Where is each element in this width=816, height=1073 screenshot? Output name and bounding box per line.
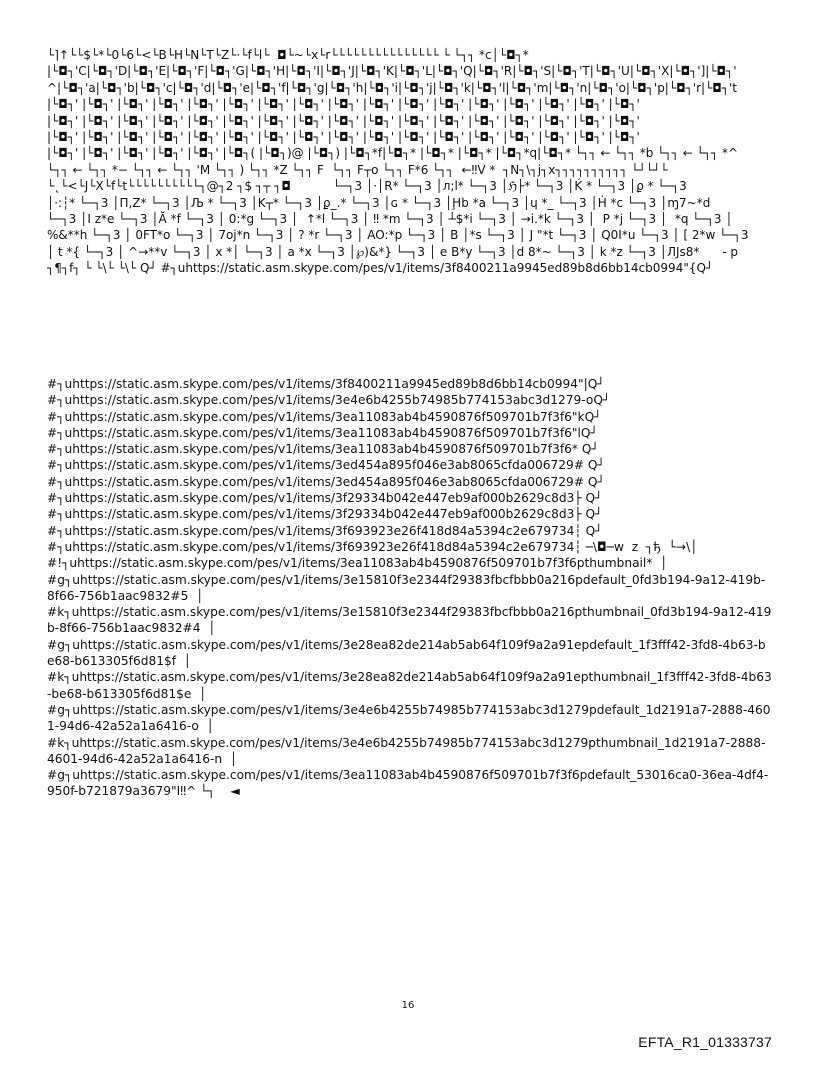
url-line: #┐uhttps://static.asm.skype.com/pes/v1/items/3f8400211a9945ed89b8d6bb14cb0994"|Q┘: [47, 377, 605, 391]
url-line: #┐uhttps://static.asm.skype.com/pes/v1/items/3ea11083ab4b4590876f509701b7f3f6"lQ┘: [47, 425, 598, 440]
garbled-line: │·:┆* └─┐3 │Π,Z* └─┐3 │Љ * └─┐3 │K┬* └─┐3 │ϼ_.* └─┐3 │ɢ * └─┐3 │Ḩb *a └─┐3 │ɥ *_ └─┐3 │Ḣ *c └─┐3 │ɱ7~*d: [47, 195, 711, 210]
garbled-binary-text-block: [47, 47, 773, 276]
url-list: [47, 376, 773, 800]
url-line: #┐uhttps://static.asm.skype.com/pes/v1/items/3f693923e26f418d84a5394c2e679734┆ ─\◘─w z ┐ђ └→\│: [47, 539, 698, 554]
url-line: #┐uhttps://static.asm.skype.com/pes/v1/items/3ea11083ab4b4590876f509701b7f3f6"kQ┘: [47, 409, 602, 424]
document-id: EFTA_R1_01333737: [638, 1034, 772, 1050]
url-line: #┐uhttps://static.asm.skype.com/pes/v1/items/3ed454a895f046e3ab8065cfda006729# Q┘: [47, 458, 605, 473]
url-line: #k┐uhttps://static.asm.skype.com/pes/v1/items/3e4e6b4255b74985b774153abc3d1279pthumbnail_1d2191a7-2888-4601-94d6-42a52a1a6416-n │: [47, 735, 766, 766]
url-line: #┐uhttps://static.asm.skype.com/pes/v1/items/3f29334b042e447eb9af000b2629c8d3├ Q┘: [47, 491, 603, 506]
garbled-line: |└◘┐' |└◘┐' |└◘┐' |└◘┐' |└◘┐' |└◘┐' |└◘┐' |└◘┐' |└◘┐' |└◘┐' |└◘┐' |└◘┐' |└◘┐' |└◘┐' |└◘┐' |└◘┐' |└◘┐': [47, 129, 640, 144]
url-line: #!┐uhttps://static.asm.skype.com/pes/v1/items/3ea11083ab4b4590876f509701b7f3f6pthumbnail* │: [47, 556, 668, 571]
url-line: #┐uhttps://static.asm.skype.com/pes/v1/items/3f693923e26f418d84a5394c2e679734┆ Q┘: [47, 523, 603, 538]
url-line: #k┐uhttps://static.asm.skype.com/pes/v1/items/3e28ea82de214ab5ab64f109f9a2a91epthumbnail_1f3fff42-3fd8-4b63-be68-b613305f6d81$e │: [47, 670, 772, 701]
url-line: #┐uhttps://static.asm.skype.com/pes/v1/items/3ed454a895f046e3ab8065cfda006729# Q┘: [47, 474, 605, 489]
garbled-line: └─┐3 │I z*e └─┐3 │Ă *f └─┐3 │ 0:*g └─┐3 │ ↑*l └─┐3 │ ‼ *m └─┐3 │ ┴$*i └─┐3 │ →i.*k └─┐3 │ P *j └─┐3 │ *q └─┐3 │: [47, 211, 733, 226]
garbled-line: └˛└<└J└X└f└t└└└└└└└└└└┐@┐2 ┐$ ┐┬ ┐◘ └─┐3 │·│R* └─┐3 │л;l* └─┐3 │ℌ├* └─┐3 │Ḱ * └─┐3 │ϼ * └─┐3: [47, 179, 687, 194]
garbled-line: %&**h └─┐3 │ 0FT*o └─┐3 │ 7oj*n └─┐3 │ ? *r └─┐3 │ AO:*p └─┐3 │ B │*s └─┐3 │ J "*t └─┐3 │ Q0I*u └─┐3 │ [ 2*w └─┐3: [47, 228, 749, 243]
url-line: #g┐uhttps://static.asm.skype.com/pes/v1/items/3ea11083ab4b4590876f509701b7f3f6pdefault_53016ca0-36ea-4df4-950f-b721879a3679"I‼^ └┐ ◄: [47, 768, 769, 799]
url-line: #g┐uhttps://static.asm.skype.com/pes/v1/items/3e28ea82de214ab5ab64f109f9a2a91epdefault_1f3fff42-3fd8-4b63-be68-b613305f6d81$f │: [47, 637, 766, 669]
garbled-line: |└◘┐' |└◘┐' |└◘┐' |└◘┐' |└◘┐' |└◘┐( |└◘┐)@ |└◘┐) |└◘┐*f|└◘┐* |└◘┐* |└◘┐* |└◘┐*q|└◘┐* └┐┐ ← └┐┐ *b └┐┐ ← └┐┐ *^: [47, 146, 739, 161]
garbled-line: └⌉↑└└$└*└0└6└<└B└H└N└T└Z└·└f└l└ ◘└~└x└r└└└└└└└└└└└└└└└ └ └┐┐ *c│└◘┐*: [47, 48, 529, 62]
garbled-line: │ t *{ └─┐3 │ ^→**v └─┐3 │ x *│ └─┐3 │ a *x └─┐3 │℘)&*} └─┐3 │ e B*y └─┐3 │d 8*~ └─┐3 │ k *z └─┐3 │ЛЈs8* - p: [47, 244, 739, 259]
url-line: #┐uhttps://static.asm.skype.com/pes/v1/items/3e4e6b4255b74985b774153abc3d1279-oQ┘: [47, 393, 611, 408]
garbled-line: |└◘┐' |└◘┐' |└◘┐' |└◘┐' |└◘┐' |└◘┐' |└◘┐' |└◘┐' |└◘┐' |└◘┐' |└◘┐' |└◘┐' |└◘┐' |└◘┐' |└◘┐' |└◘┐' |└◘┐': [47, 97, 640, 112]
garbled-line: ┐¶┐f┐ └ └\└ └\└ Q┘ #┐uhttps://static.asm.skype.com/pes/v1/items/3f8400211a9945ed89b8d6bb14cb0994"{Q┘: [47, 261, 714, 276]
garbled-line: |└◘┐'C|└◘┐'D|└◘┐'E|└◘┐'F|└◘┐'G|└◘┐'H|└◘┐'I|└◘┐'J|└◘┐'K|└◘┐'L|└◘┐'Q|└◘┐'R|└◘┐'S|└◘┐'T|└◘┐'U|└◘┐'X|└◘┐']|└◘┐': [47, 64, 737, 79]
url-line: #g┐uhttps://static.asm.skype.com/pes/v1/items/3e15810f3e2344f29383fbcfbbb0a216pdefault_0fd3b194-9a12-419b-8f66-756b1aac9832#5 │: [47, 572, 766, 603]
garbled-line: |└◘┐' |└◘┐' |└◘┐' |└◘┐' |└◘┐' |└◘┐' |└◘┐' |└◘┐' |└◘┐' |└◘┐' |└◘┐' |└◘┐' |└◘┐' |└◘┐' |└◘┐' |└◘┐' |└◘┐': [47, 113, 640, 128]
garbled-line: └┐┐ ← └┐┐ *− └┐┐ ← └┐┐ 'M └┐┐ ) └┐┐ *Z └┐┐ F └┐┐ F┬o └┐┐ F*6 └┐┐ ←‼V * ┐N┐\┐j┐x┐┐┐┐┐┐┐┐┐┐ └┘└┘└: [47, 162, 668, 177]
garbled-line: ^|└◘┐'a|└◘┐'b|└◘┐'c|└◘┐'d|└◘┐'e|└◘┐'f|└◘┐'g|└◘┐'h|└◘┐'i|└◘┐'j|└◘┐'k|└◘┐'l|└◘┐'m|└◘┐'n|└◘┐'o|└◘┐'p|└◘┐'r|└◘┐'t: [47, 80, 738, 95]
url-line: #┐uhttps://static.asm.skype.com/pes/v1/items/3f29334b042e447eb9af000b2629c8d3├ Q┘: [47, 507, 603, 522]
url-line: #g┐uhttps://static.asm.skype.com/pes/v1/items/3e4e6b4255b74985b774153abc3d1279pdefault_1d2191a7-2888-4601-94d6-42a52a1a6416-o │: [47, 702, 771, 734]
page-number: 16: [401, 1000, 415, 1011]
url-line: #┐uhttps://static.asm.skype.com/pes/v1/items/3ea11083ab4b4590876f509701b7f3f6* Q┘: [47, 442, 599, 457]
url-line: #k┐uhttps://static.asm.skype.com/pes/v1/items/3e15810f3e2344f29383fbcfbbb0a216pthumbnail_0fd3b194-9a12-419b-8f66-756b1aac9832#4 │: [47, 605, 772, 636]
